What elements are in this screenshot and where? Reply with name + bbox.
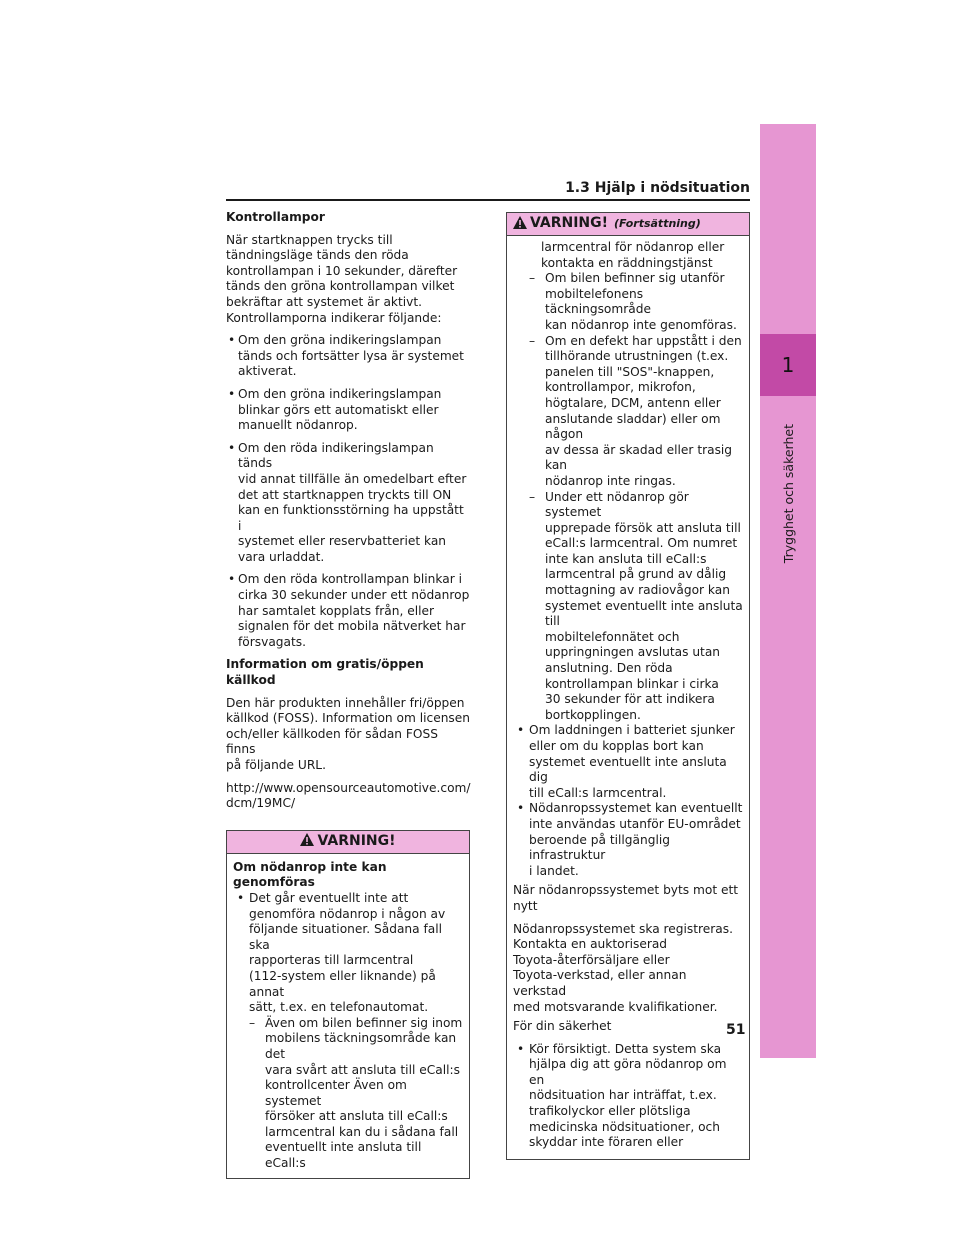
text-line: Kontakta en auktoriserad	[513, 937, 668, 952]
replace-paragraph	[513, 922, 743, 1016]
text-line: eCall:s larmcentral. Om numret	[545, 536, 738, 551]
section-title: 1.3 Hjälp i nödsituation	[565, 180, 750, 196]
text-line: kan en funktionsstörning ha uppstått i	[238, 503, 464, 533]
text-line: http://www.opensourceautomotive.com/	[226, 780, 471, 795]
warning-triangle-icon	[300, 833, 314, 850]
text-line: nytt	[513, 898, 538, 913]
text-line: Även om bilen befinner sig inom	[265, 1015, 463, 1030]
text-line: Under ett nödanrop gör systemet	[545, 489, 689, 520]
text-line: inte kan ansluta till eCall:s	[545, 551, 707, 566]
text-line: försvagats.	[238, 634, 306, 649]
text-line: medicinska nödsituationer, och	[529, 1119, 720, 1134]
text-line: systemet eller reservbatteriet kan	[238, 534, 447, 549]
text-line: manuellt nödanrop.	[238, 418, 358, 433]
warning-dash-list	[249, 1016, 463, 1172]
text-line: har samtalet kopplats från, eller	[238, 603, 434, 618]
text-line: nödanrop inte ringas.	[545, 473, 676, 488]
text-line: Toyota-återförsäljare eller	[513, 952, 670, 967]
warning-dash-list	[529, 271, 743, 723]
text-line: källkod (FOSS). Information om licensen	[226, 711, 470, 726]
text-line: försöker att ansluta till eCall:s	[265, 1109, 448, 1124]
text-line: kontakta en räddningstjänst	[541, 255, 713, 270]
header-rule	[226, 199, 750, 201]
warning-continued-label: (Fortsättning)	[614, 217, 701, 231]
text-line: inte användas utanför EU-området	[529, 816, 741, 831]
chapter-side-tab	[760, 124, 816, 1058]
text-line: följande situationer. Sådana fall ska	[249, 922, 443, 952]
list-item	[513, 723, 743, 801]
warning-subtitle: Om nödanrop inte kan genomföras	[233, 859, 387, 890]
text-line: kontrollampor, mikrofon,	[545, 380, 696, 395]
text-line: beroende på tillgänglig infrastruktur	[529, 832, 670, 863]
text-line: Nödanropssystemet ska registreras.	[513, 921, 733, 936]
text-line: mobilens täckningsområde kan det	[265, 1031, 457, 1061]
text-line: kontrollampan i 10 sekunder, därefter	[226, 263, 458, 278]
text-line: bortkopplingen.	[545, 707, 641, 722]
list-item	[226, 441, 470, 566]
text-line: bekräftar att systemet är aktivt.	[226, 294, 422, 309]
text-line: med motsvarande kvalifikationer.	[513, 999, 718, 1014]
text-line: uppringningen avslutas utan	[545, 645, 721, 660]
text-line: blinkar görs ett automatiskt eller	[238, 402, 439, 417]
text-line: skyddar inte föraren eller	[529, 1135, 684, 1150]
text-line: anslutning. Den röda	[545, 661, 673, 676]
text-line: i landet.	[529, 863, 579, 878]
right-column	[506, 212, 750, 1160]
list-item	[249, 1016, 463, 1172]
text-line: Den här produkten innehåller fri/öppen	[226, 695, 465, 710]
text-line: anslutande sladdar) eller om någon	[545, 411, 721, 442]
list-item	[513, 1042, 743, 1151]
text-line: högtalare, DCM, antenn eller	[545, 395, 721, 410]
text-line: Om den röda indikeringslampan tänds	[238, 440, 434, 471]
text-line: till eCall:s larmcentral.	[529, 785, 667, 800]
text-line: Om en defekt har uppstått i den	[545, 333, 742, 348]
chapter-number: 1	[760, 334, 816, 396]
intro-paragraph	[226, 233, 470, 327]
text-line: dcm/19MC/	[226, 796, 296, 811]
text-line: (112-system eller liknande) på annat	[249, 968, 436, 999]
text-line: kontrollampan blinkar i cirka	[545, 676, 719, 691]
text-line: hjälpa dig att göra nödanrop om en	[529, 1057, 727, 1087]
text-line: mobiltelefonens täckningsområde	[545, 286, 651, 317]
heading-replace-system	[513, 883, 743, 914]
text-line: Det går eventuellt inte att	[249, 890, 409, 905]
text-line: tillhörande utrustningen (t.ex.	[545, 349, 729, 364]
text-line: tändningsläge tänds den röda	[226, 248, 409, 263]
warning-header	[507, 213, 749, 236]
text-line: det att startknappen tryckts till ON	[238, 487, 452, 502]
foss-url	[226, 781, 470, 812]
text-line: trafikolyckor eller plötsliga	[529, 1104, 691, 1119]
text-line: systemet eventuellt inte ansluta dig	[529, 754, 727, 785]
text-line: eller om du kopplas bort kan	[529, 739, 704, 753]
list-item	[529, 490, 743, 724]
list-item	[233, 891, 463, 1172]
text-line: eventuellt inte ansluta till eCall:s	[265, 1140, 422, 1171]
warning-box-continued	[506, 212, 750, 1160]
text-line: tänds och fortsätter lysa är systemet	[238, 348, 464, 363]
text-line: aktiverat.	[238, 364, 297, 379]
text-line: vara svårt att ansluta till eCall:s	[265, 1062, 460, 1077]
text-line: larmcentral kan du i sådana fall	[265, 1124, 459, 1139]
text-line: kan nödanrop inte genomföras.	[545, 317, 737, 332]
text-line: Om den röda kontrollampan blinkar i	[238, 572, 462, 587]
text-line: sätt, t.ex. en telefonautomat.	[249, 1000, 429, 1015]
text-line: Om den gröna indikeringslampan	[238, 386, 442, 401]
text-line: och/eller källkoden för sådan FOSS finns	[226, 726, 438, 757]
text-line: Om laddningen i batteriet sjunker	[529, 723, 735, 738]
warning-title: VARNING!	[530, 215, 609, 232]
foss-paragraph	[226, 696, 470, 774]
text-line: Nödanropssystemet kan eventuellt	[529, 801, 743, 816]
text-line: genomföra nödanrop i någon av	[249, 906, 446, 921]
warning-bullet-list	[233, 891, 463, 1172]
list-item	[513, 801, 743, 879]
list-item	[226, 572, 470, 650]
text-line: 30 sekunder för att indikera	[545, 692, 715, 707]
text-line: nödsituation har inträffat, t.ex.	[529, 1088, 717, 1103]
text-line: Om bilen befinner sig utanför	[545, 271, 725, 286]
text-line: av dessa är skadad eller trasig kan	[545, 442, 733, 473]
list-item	[226, 387, 470, 434]
list-item	[529, 334, 743, 490]
text-line: Toyota-verkstad, eller annan verkstad	[513, 968, 687, 998]
continued-text	[513, 240, 743, 271]
text-line: systemet eventuellt inte ansluta till	[545, 598, 743, 629]
warning-bullet-list	[513, 723, 743, 879]
text-line: När startknappen trycks till	[226, 232, 393, 247]
text-line: larmcentral för nödanrop eller	[541, 240, 725, 254]
text-line: När nödanropssystemet byts mot ett	[513, 883, 739, 898]
text-line: upprepade försök att ansluta till	[545, 520, 741, 535]
safety-list	[513, 1042, 743, 1151]
left-column	[226, 210, 470, 1179]
heading-foss: Information om gratis/öppen källkod	[226, 657, 424, 688]
indicator-list	[226, 333, 470, 650]
text-line: mottagning av radiovågor kan	[545, 583, 730, 598]
text-line: Kör försiktigt. Detta system ska	[529, 1041, 722, 1056]
warning-body	[227, 854, 469, 1178]
page-number: 51	[726, 1022, 746, 1038]
heading-kontrollampor: Kontrollampor	[226, 210, 325, 224]
text-line: larmcentral på grund av dålig	[545, 567, 727, 582]
list-item	[529, 271, 743, 333]
text-line: vid annat tillfälle än omedelbart efter	[238, 471, 467, 486]
text-line: rapporteras till larmcentral	[249, 953, 414, 968]
text-line: mobiltelefonnätet och	[545, 629, 680, 644]
warning-header	[227, 831, 469, 854]
text-line: på följande URL.	[226, 758, 326, 772]
chapter-label	[760, 424, 816, 684]
list-item	[226, 333, 470, 380]
text-line: cirka 30 sekunder under ett nödanrop	[238, 588, 470, 603]
heading-safety: För din säkerhet	[513, 1019, 612, 1034]
warning-box	[226, 830, 470, 1179]
text-line: signalen för det mobila nätverket har	[238, 619, 466, 634]
text-line: vara urladdat.	[238, 549, 325, 564]
text-line: Om den gröna indikeringslampan	[238, 333, 442, 348]
warning-triangle-icon	[513, 216, 527, 233]
chapter-label-text: Trygghet och säkerhet	[780, 424, 796, 564]
text-line: kontrollcenter Även om systemet	[265, 1078, 407, 1108]
warning-body	[507, 236, 749, 1159]
warning-title: VARNING!	[317, 832, 396, 849]
text-line: Kontrollamporna indikerar följande:	[226, 310, 442, 325]
text-line: panelen till "SOS"-knappen,	[545, 364, 715, 379]
text-line: tänds den gröna kontrollampan vilket	[226, 279, 455, 294]
